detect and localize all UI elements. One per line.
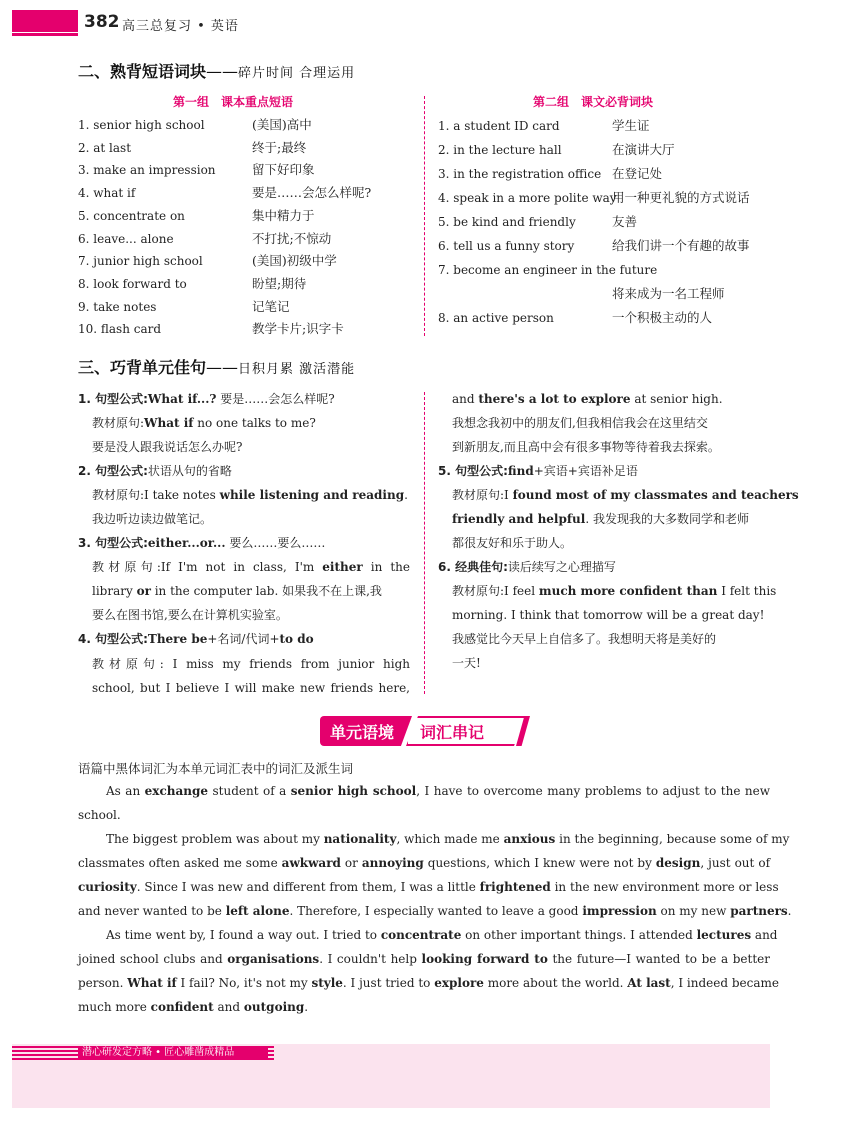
vocab-english: 5. concentrate on [78, 208, 185, 223]
sentence3-line2 [92, 556, 410, 578]
passage-text: classmates often asked me some [78, 856, 282, 870]
right-line12: 一天! [452, 656, 481, 670]
column-divider [424, 96, 425, 336]
s2-head: 2. 句型公式: [78, 464, 148, 478]
vocab-bold-word: concentrate [380, 928, 462, 942]
section2-title: 二、熟背短语词块 [78, 62, 207, 81]
vocab-chinese: 集中精力于 [252, 207, 315, 223]
vocab-chinese: 留下好印象 [252, 162, 315, 178]
passage-text: As time went by, I found a way out. I tried to [106, 928, 381, 942]
vocab-english: 6. leave... alone [78, 231, 174, 246]
vocab-chinese: 将来成为一名工程师 [612, 286, 725, 301]
vocab-bold-word: outgoing [243, 1000, 305, 1014]
s3-l3b: or [136, 584, 151, 598]
passage-text: , I indeed became [670, 976, 779, 990]
passage-text: and [751, 928, 778, 942]
right-line10: morning. I think that tomorrow will be a great day! [452, 608, 765, 622]
vocab-english: 2. at last [78, 140, 132, 155]
passage-text: , just out of [700, 856, 771, 870]
r1a: and [452, 392, 479, 406]
passage-text: person. [78, 976, 128, 990]
banner-left-text: 单元语境 [330, 723, 395, 742]
passage-text: . I couldn't help [319, 952, 422, 966]
passage-text: The biggest problem was about my [106, 832, 324, 846]
r1c: at senior high. [630, 392, 723, 406]
s3-head: 3. 句型公式: [78, 536, 148, 550]
vocab-english: 9. take notes [78, 299, 157, 314]
vocab-bold-word: style [311, 976, 343, 990]
s1-head-b: What if...? [147, 392, 217, 406]
passage-line [106, 924, 778, 946]
s4-head-rest: +名词/代词+ [207, 632, 280, 646]
section2-subtitle: 碎片时间 合理运用 [238, 66, 356, 81]
vocab-item [438, 211, 638, 233]
sentence1-heading [78, 388, 335, 410]
vocab-english: 8. look forward to [78, 276, 187, 291]
vocab-bold-word: impression [582, 904, 657, 918]
vocab-chinese: 给我们讲一个有趣的故事 [612, 238, 750, 253]
page-number: 382 [84, 12, 120, 32]
vocab-bold-word: confident [150, 1000, 214, 1014]
passage-line [78, 948, 770, 970]
sentence1-line3: 要是没人跟我说话怎么办呢? [92, 440, 243, 454]
vocab-english: 1. senior high school [78, 118, 205, 132]
passage-text: on other important things. I attended [461, 928, 697, 942]
passage-text: in the beginning, because some of my [555, 832, 790, 846]
vocab-bold-word: exchange [144, 784, 209, 798]
vocab-english: 3. in the registration office [438, 167, 602, 181]
vocab-bold-word: left alone [225, 904, 290, 918]
s3-head-rest: 要么……要么…… [225, 536, 326, 550]
vocab-chinese: 在演讲大厅 [612, 142, 675, 157]
r6b: . 我发现我的大多数同学和老师 [585, 512, 749, 526]
sentence5-heading [438, 460, 638, 482]
sentence3-line4: 要么在图书馆,要么在计算机实验室。 [92, 608, 288, 622]
vocab-english: 5. be kind and friendly [438, 215, 576, 229]
passage-line [78, 852, 770, 874]
passage-line [78, 972, 779, 994]
passage-text: more about the world. [483, 976, 628, 990]
right-line11: 我感觉比今天早上自信多了。我想明天将是美好的 [452, 632, 717, 646]
footer-stripes-left [12, 1046, 78, 1060]
s1-head-rest: 要是……会怎么样呢? [216, 392, 335, 406]
column-divider-2 [424, 392, 425, 694]
right-line1 [452, 388, 723, 410]
vocab-chinese: 用一种更礼貌的方式说话 [612, 190, 750, 205]
passage-text: , I have to overcome many problems to adjust to the new [416, 784, 771, 798]
banner-right-text: 词汇串记 [420, 723, 485, 742]
passage-text: much more [78, 1000, 151, 1014]
unit-banner [320, 716, 530, 746]
footer-motto: 潜心研发定方略 • 匠心雕凿成精品 [82, 1047, 235, 1058]
sentence4-heading [78, 628, 314, 650]
passage-text: and [213, 1000, 244, 1014]
sentence3-heading [78, 532, 325, 554]
vocab-item [438, 115, 650, 137]
sentence2-line2 [92, 484, 408, 506]
section3-subtitle: 日积月累 激活潜能 [238, 362, 356, 377]
passage-text: on my new [656, 904, 731, 918]
r6a: friendly and helpful [452, 512, 586, 526]
s3-l2c: in the [362, 560, 410, 574]
vocab-english: 7. become an engineer in the future [438, 263, 658, 277]
passage-text: questions, which I knew were not by [423, 856, 656, 870]
s5-head: 5. 句型公式: [438, 464, 508, 478]
s3-l2b: either [322, 560, 363, 574]
vocab-item [78, 205, 315, 227]
vocab-item [78, 159, 315, 181]
vocab-bold-word: curiosity [78, 880, 137, 894]
vocab-item [78, 273, 307, 295]
sentence2-line3: 我边听边读边做笔记。 [92, 512, 213, 526]
s3-l2a: 教材原句:If I'm not in class, I'm [92, 560, 323, 574]
section2-heading [78, 59, 355, 82]
vocab-item [438, 307, 713, 329]
s2-head-rest: 状语从句的省略 [147, 464, 232, 478]
r1b: there's a lot to explore [478, 392, 631, 406]
vocab-item [78, 137, 307, 159]
passage-line [78, 900, 792, 922]
vocab-bold-word: nationality [323, 832, 397, 846]
right-line2: 我想念我初中的朋友们,但我相信我会在这里结交 [452, 416, 708, 430]
passage-text: joined school clubs and [78, 952, 228, 966]
passage-text: As an [106, 784, 145, 798]
sentence6-heading [438, 556, 616, 578]
vocab-item [438, 163, 663, 185]
s2-l2c: . [404, 488, 408, 502]
vocab-bold-word: organisations [227, 952, 320, 966]
footer-stripes-right [268, 1046, 274, 1060]
passage-text: in the new environment more or less [550, 880, 779, 894]
vocab-item [78, 250, 337, 272]
s1-l2a: 教材原句: [92, 416, 145, 430]
vocab-chinese: 学生证 [612, 118, 650, 133]
passage-text: I fail? No, it's not my [176, 976, 312, 990]
passage-text: and never wanted to be [78, 904, 226, 918]
passage-text: . I just tried to [342, 976, 435, 990]
right-line9 [452, 580, 776, 602]
passage-text: . [304, 1000, 309, 1014]
section3-heading [78, 355, 355, 378]
right-line5 [452, 484, 799, 506]
passage-text: . Therefore, I especially wanted to leave a good [289, 904, 583, 918]
passage-line [106, 780, 770, 802]
vocab-bold-word: explore [434, 976, 484, 990]
passage-line [78, 996, 308, 1018]
vocab-english: 4. speak in a more polite way [438, 191, 617, 205]
vocab-bold-word: design [655, 856, 701, 870]
vocab-english: 10. flash card [78, 322, 162, 337]
vocab-chinese: 记笔记 [252, 298, 290, 314]
section3-dash: —— [206, 358, 239, 377]
vocab-bold-word: What if [127, 976, 177, 990]
passage-line: school. [78, 808, 121, 822]
r5b: found most of my classmates and teachers [512, 488, 799, 502]
right-line6 [452, 508, 749, 530]
group1-title: 第一组 课本重点短语 [173, 95, 294, 109]
vocab-bold-word: annoying [361, 856, 424, 870]
vocab-item [78, 182, 372, 204]
s3-head-b: either...or... [147, 536, 226, 550]
sentence3-line3 [92, 580, 382, 602]
passage-text: or [340, 856, 362, 870]
s3-l3a: library [92, 584, 137, 598]
vocab-chinese: 不打扰;不惊动 [252, 230, 332, 246]
s3-l3c: in the computer lab. 如果我不在上课,我 [150, 584, 382, 598]
vocab-bold-word: senior high school [290, 784, 417, 798]
sentence1-line2 [92, 412, 316, 434]
vocab-item [438, 259, 657, 281]
vocab-item [438, 187, 750, 209]
passage-text: . [787, 904, 792, 918]
s2-l2a: 教材原句:I take notes [92, 488, 220, 502]
vocab-english: 6. tell us a funny story [438, 239, 575, 253]
right-line3: 到新朋友,而且高中会有很多事物等待着我去探索。 [452, 440, 720, 454]
s4-head-b: There be [147, 632, 208, 646]
group2-title: 第二组 课文必背词块 [533, 95, 654, 109]
vocab-english: 7. junior high school [78, 254, 203, 269]
vocab-item [78, 296, 290, 318]
passage-text: , which made me [396, 832, 504, 846]
vocab-item [78, 318, 344, 340]
vocab-english: 3. make an impression [78, 163, 216, 178]
vocab-chinese: 终于;最终 [252, 139, 307, 155]
header-accent-bar [12, 10, 78, 32]
vocab-english: 8. an active person [438, 311, 554, 325]
vocab-bold-word: partners [730, 904, 788, 918]
header-accent-line [12, 33, 78, 36]
passage-line [78, 876, 779, 898]
vocab-bold-word: At last [627, 976, 671, 990]
vocab-bold-word: lectures [696, 928, 752, 942]
vocab-chinese: 友善 [612, 214, 638, 229]
r9b: much more confident than [538, 584, 718, 598]
s6-head-rest: 读后续写之心理描写 [507, 560, 616, 574]
s6-head: 6. 经典佳句: [438, 560, 508, 574]
vocab-item [438, 139, 675, 161]
section2-dash: —— [206, 62, 239, 81]
vocab-bold-word: looking forward to [421, 952, 548, 966]
vocab-bold-word: anxious [503, 832, 556, 846]
sentence4-line2: 教材原句: I miss my friends from junior high [92, 657, 410, 671]
vocab-chinese: 一个积极主动的人 [612, 310, 713, 325]
passage-line [106, 828, 790, 850]
right-line7: 都很友好和乐于助人。 [452, 536, 573, 550]
s1-l2c: no one talks to me? [193, 416, 316, 430]
r5a: 教材原句:I [452, 488, 513, 502]
vocab-chinese: (美国)初级中学 [252, 253, 337, 269]
book-title: 高三总复习 • 英语 [122, 19, 239, 34]
vocab-english: 1. a student ID card [438, 119, 560, 133]
vocab-english: 4. what if [78, 186, 136, 201]
vocab-chinese: 在登记处 [612, 166, 663, 181]
vocab-item [438, 235, 750, 257]
r9a: 教材原句:I feel [452, 584, 539, 598]
s4-head-b2: to do [279, 632, 314, 646]
sentence2-heading [78, 460, 232, 482]
vocab-english: 2. in the lecture hall [438, 143, 562, 157]
vocab-item [78, 228, 332, 250]
vocab-chinese: 要是……会怎么样呢? [252, 185, 372, 201]
s4-head: 4. 句型公式: [78, 632, 148, 646]
section3-title: 三、巧背单元佳句 [78, 358, 207, 377]
s1-l2b: What if [144, 416, 194, 430]
vocab-bold-word: frightened [479, 880, 551, 894]
vocab-bold-word: awkward [281, 856, 341, 870]
vocab-chinese: (美国)高中 [252, 117, 312, 132]
s1-head: 1. 句型公式: [78, 392, 148, 406]
passage-text: the future—I wanted to be a better [547, 952, 770, 966]
vocab-chinese: 教学卡片;识字卡 [252, 321, 344, 337]
s2-l2b: while listening and reading [219, 488, 405, 502]
vocab-item [78, 114, 312, 136]
sentence4-line3: school, but I believe I will make new friends here, [92, 681, 410, 695]
s5-head-rest: +宾语+宾语补足语 [533, 464, 638, 478]
vocab-chinese: 盼望;期待 [252, 275, 307, 291]
r9c: I felt this [717, 584, 777, 598]
passage-note: 语篇中黑体词汇为本单元词汇表中的词汇及派生词 [78, 761, 354, 776]
passage-text: student of a [208, 784, 291, 798]
passage-text: . Since I was new and different from them, I was a little [136, 880, 480, 894]
s5-head-b: find [507, 464, 534, 478]
